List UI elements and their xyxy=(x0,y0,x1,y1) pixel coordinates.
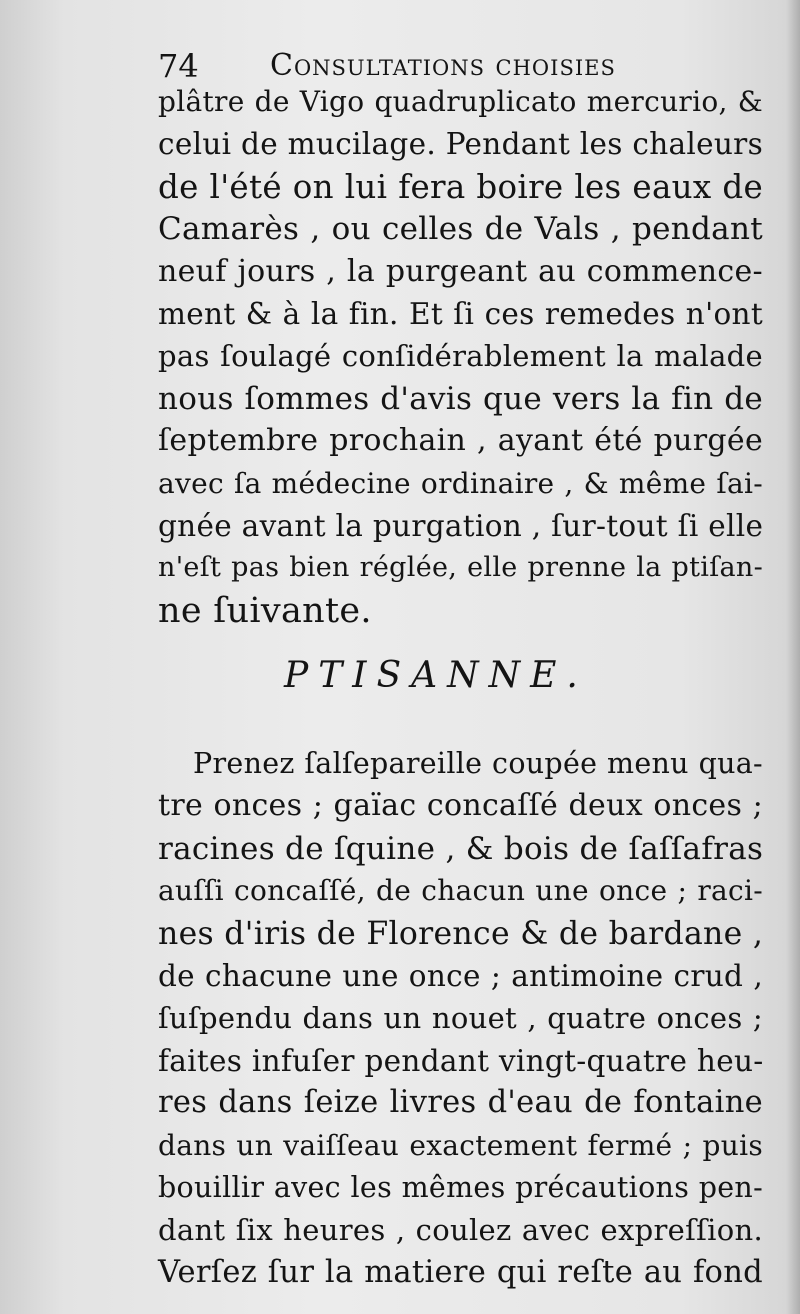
text-line: ſuſpendu dans un nouet , quatre onces ; xyxy=(158,1001,763,1036)
running-title: Consultations choisies xyxy=(270,48,616,83)
text-line: faites infuſer pendant vingt-quatre heu- xyxy=(158,1043,764,1078)
text-line: celui de mucilage. Pendant les chaleurs xyxy=(158,127,764,162)
text-line: Prenez ſalſepareille coupée menu qua- xyxy=(193,747,763,780)
text-line: nous ſommes d'avis que vers la fin de xyxy=(158,380,763,417)
text-line: Verſez ſur la matiere qui reſte au fond xyxy=(158,1254,763,1290)
text-line: res dans ſeize livres d'eau de fontaine xyxy=(158,1085,763,1121)
text-line: de l'été on lui fera boire les eaux de xyxy=(158,167,763,206)
page-edge-shadow xyxy=(786,0,800,1314)
paragraph-2 xyxy=(158,743,763,1294)
text-line: gnée avant la purgation , ſur-tout ſi elle xyxy=(158,508,764,543)
text-line: dans un vaiſſeau exactement fermé ; puis xyxy=(158,1128,763,1162)
page-header xyxy=(158,46,758,86)
page-number: 74 xyxy=(158,47,199,85)
text-line: racines de ſquine , & bois de ſaſſafras xyxy=(158,830,764,867)
section-heading: PTISANNE. xyxy=(284,655,588,696)
text-line: ne ſuivante. xyxy=(158,590,372,631)
text-line: plâtre de Vigo quadruplicato mercurio, & xyxy=(158,85,763,118)
text-line: dant ſix heures , coulez avec expreſſion. xyxy=(158,1213,763,1248)
text-line: n'eſt pas bien réglée, elle prenne la ptiſan- xyxy=(158,552,763,584)
text-line: pas ſoulagé conſidérablement la malade xyxy=(158,339,763,374)
paragraph-1 xyxy=(158,81,763,632)
text-line: avec ſa médecine ordinaire , & même ſai- xyxy=(158,466,763,500)
text-line: tre onces ; gaïac concaſſé deux onces ; xyxy=(158,788,763,824)
text-line: nes d'iris de Florence & de bardane , xyxy=(158,915,764,952)
text-line: auſſi concaſſé, de chacun une once ; raci- xyxy=(158,874,763,908)
text-line: ſeptembre prochain , ayant été purgée xyxy=(158,423,763,459)
text-line: neuf jours , la purgeant au commence- xyxy=(158,253,763,289)
text-line: bouillir avec les mêmes précautions pen- xyxy=(158,1170,763,1204)
text-line: de chacune une once ; antimoine crud , xyxy=(158,958,763,993)
text-line: Camarès , ou celles de Vals , pendant xyxy=(158,211,763,248)
text-line: ment & à la fin. Et ſi ces remedes n'ont xyxy=(158,296,763,331)
